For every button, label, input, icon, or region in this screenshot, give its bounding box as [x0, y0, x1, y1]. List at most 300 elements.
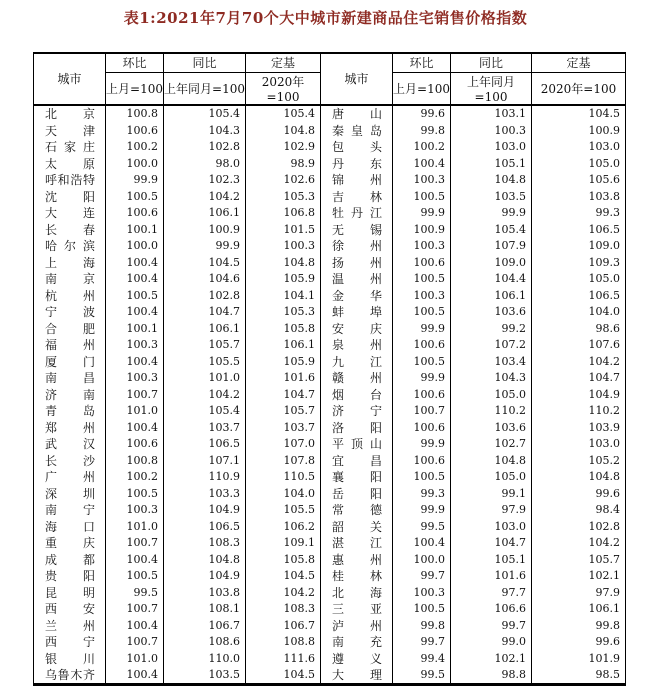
city-cell: [321, 650, 393, 667]
mom-cell: 99.9: [393, 436, 451, 453]
city-name: 温州: [332, 272, 382, 287]
yoy-cell: 99.9: [164, 238, 246, 255]
table-row: [34, 403, 626, 420]
city-name: 赣州: [332, 371, 382, 386]
mom-cell: 99.5: [393, 667, 451, 685]
mom-cell: 100.6: [393, 337, 451, 354]
yoy-cell: 98.0: [164, 155, 246, 172]
city-cell: [321, 667, 393, 685]
city-cell: [321, 370, 393, 387]
city-cell: [34, 304, 106, 321]
city-cell: [34, 287, 106, 304]
mom-column-header-right: 环比: [393, 53, 451, 72]
mom-column-header-left: 环比: [106, 53, 164, 72]
city-name: 牡丹江: [332, 206, 382, 221]
city-name: 徐州: [332, 239, 382, 254]
city-cell: [321, 139, 393, 156]
yoy-cell: 99.9: [451, 205, 532, 222]
mom-cell: 101.0: [106, 650, 164, 667]
city-cell: [34, 221, 106, 238]
fixed-cell: 106.1: [246, 337, 321, 354]
yoy-cell: 99.1: [451, 485, 532, 502]
fixed-cell: 100.3: [246, 238, 321, 255]
table-row: [34, 155, 626, 172]
city-cell: [321, 634, 393, 651]
fixed-cell: 107.6: [532, 337, 626, 354]
fixed-cell: 102.9: [246, 139, 321, 156]
city-name: 韶关: [332, 519, 382, 534]
fixed-cell: 102.8: [532, 518, 626, 535]
fixed-cell: 105.9: [246, 271, 321, 288]
fixed-cell: 105.5: [246, 502, 321, 519]
mom-cell: 100.4: [106, 617, 164, 634]
city-name: 秦皇岛: [332, 123, 382, 138]
city-name: 哈尔滨: [45, 239, 95, 254]
mom-cell: 100.7: [393, 403, 451, 420]
table-row: [34, 304, 626, 321]
fixed-cell: 98.6: [532, 320, 626, 337]
fixed-cell: 109.3: [532, 254, 626, 271]
mom-cell: 100.4: [393, 155, 451, 172]
mom-cell: 100.3: [393, 172, 451, 189]
fixed-cell: 98.4: [532, 502, 626, 519]
city-cell: [34, 617, 106, 634]
yoy-cell: 103.1: [451, 105, 532, 123]
mom-cell: 99.8: [393, 122, 451, 139]
yoy-cell: 97.9: [451, 502, 532, 519]
city-name: 成都: [45, 552, 95, 567]
city-cell: [321, 568, 393, 585]
city-name: 广州: [45, 470, 95, 485]
mom-cell: 100.5: [393, 353, 451, 370]
yoy-cell: 103.4: [451, 353, 532, 370]
city-cell: [321, 271, 393, 288]
mom-cell: 100.3: [393, 584, 451, 601]
mom-cell: 99.7: [393, 568, 451, 585]
yoy-cell: 106.1: [164, 320, 246, 337]
mom-cell: 100.1: [106, 320, 164, 337]
yoy-cell: 104.7: [164, 304, 246, 321]
fixed-cell: 101.6: [246, 370, 321, 387]
yoy-cell: 99.2: [451, 320, 532, 337]
city-name: 海口: [45, 519, 95, 534]
fixed-column-header-left: 定基: [246, 53, 321, 72]
table-row: [34, 601, 626, 618]
table-row: [34, 287, 626, 304]
fixed-cell: 103.8: [532, 188, 626, 205]
city-cell: [34, 518, 106, 535]
fixed-cell: 100.9: [532, 122, 626, 139]
mom-cell: 100.4: [106, 419, 164, 436]
yoy-cell: 105.0: [451, 469, 532, 486]
yoy-cell: 110.2: [451, 403, 532, 420]
yoy-cell: 109.0: [451, 254, 532, 271]
city-name: 北海: [332, 585, 382, 600]
yoy-cell: 107.2: [451, 337, 532, 354]
fixed-cell: 98.9: [246, 155, 321, 172]
yoy-cell: 105.1: [451, 155, 532, 172]
city-name: 常德: [332, 503, 382, 518]
mom-cell: 100.9: [393, 221, 451, 238]
city-cell: [34, 105, 106, 123]
city-name: 丹东: [332, 156, 382, 171]
city-name: 蚌埠: [332, 305, 382, 320]
mom-cell: 101.0: [106, 518, 164, 535]
fixed-cell: 110.2: [532, 403, 626, 420]
table-row: [34, 617, 626, 634]
city-cell: [321, 304, 393, 321]
city-name: 西宁: [45, 635, 95, 650]
city-name: 呼和浩特: [45, 173, 95, 188]
mom-cell: 100.2: [106, 469, 164, 486]
city-name: 吉林: [332, 189, 382, 204]
yoy-cell: 106.5: [164, 436, 246, 453]
city-name: 重庆: [45, 536, 95, 551]
fixed-cell: 106.1: [532, 601, 626, 618]
city-cell: [321, 518, 393, 535]
mom-cell: 100.8: [106, 452, 164, 469]
fixed-cell: 103.7: [246, 419, 321, 436]
city-cell: [34, 172, 106, 189]
mom-cell: 100.8: [106, 105, 164, 123]
city-cell: [321, 403, 393, 420]
city-name: 南宁: [45, 503, 95, 518]
mom-cell: 100.2: [106, 139, 164, 156]
table-row: [34, 419, 626, 436]
city-cell: [34, 337, 106, 354]
city-cell: [321, 535, 393, 552]
city-cell: [321, 188, 393, 205]
mom-cell: 100.6: [393, 419, 451, 436]
fixed-cell: 104.0: [532, 304, 626, 321]
city-cell: [34, 139, 106, 156]
mom-cell: 99.9: [393, 370, 451, 387]
fixed-base-header-right: 2020年=100: [532, 72, 626, 105]
yoy-cell: 106.1: [164, 205, 246, 222]
table-row: [34, 634, 626, 651]
yoy-cell: 103.0: [451, 139, 532, 156]
mom-cell: 99.9: [393, 205, 451, 222]
city-cell: [34, 502, 106, 519]
mom-cell: 100.3: [106, 370, 164, 387]
city-cell: [34, 254, 106, 271]
fixed-cell: 107.8: [246, 452, 321, 469]
table-row: [34, 254, 626, 271]
yoy-column-header-left: 同比: [164, 53, 246, 72]
mom-cell: 100.4: [106, 304, 164, 321]
yoy-cell: 108.3: [164, 535, 246, 552]
mom-cell: 100.4: [393, 535, 451, 552]
fixed-cell: 104.0: [246, 485, 321, 502]
yoy-cell: 107.9: [451, 238, 532, 255]
city-name: 昆明: [45, 585, 95, 600]
mom-cell: 100.5: [393, 601, 451, 618]
city-cell: [34, 419, 106, 436]
fixed-column-header-right: 定基: [532, 53, 626, 72]
city-name: 深圳: [45, 486, 95, 501]
city-name: 襄阳: [332, 470, 382, 485]
city-name: 杭州: [45, 288, 95, 303]
mom-cell: 100.2: [393, 139, 451, 156]
mom-cell: 99.5: [106, 584, 164, 601]
yoy-cell: 103.8: [164, 584, 246, 601]
fixed-cell: 105.4: [246, 105, 321, 123]
fixed-cell: 106.7: [246, 617, 321, 634]
fixed-cell: 109.0: [532, 238, 626, 255]
yoy-cell: 102.7: [451, 436, 532, 453]
city-name: 太原: [45, 156, 95, 171]
table-row: [34, 386, 626, 403]
yoy-cell: 106.7: [164, 617, 246, 634]
yoy-cell: 104.2: [164, 188, 246, 205]
city-cell: [34, 188, 106, 205]
city-cell: [34, 634, 106, 651]
table-row: [34, 271, 626, 288]
city-cell: [321, 436, 393, 453]
city-cell: [34, 403, 106, 420]
table-row: [34, 139, 626, 156]
yoy-cell: 104.9: [164, 568, 246, 585]
yoy-cell: 99.7: [451, 617, 532, 634]
mom-cell: 100.3: [106, 502, 164, 519]
city-name: 岳阳: [332, 486, 382, 501]
city-cell: [321, 601, 393, 618]
yoy-cell: 105.1: [451, 551, 532, 568]
fixed-cell: 104.1: [246, 287, 321, 304]
city-name: 无锡: [332, 222, 382, 237]
yoy-cell: 108.1: [164, 601, 246, 618]
city-name: 厦门: [45, 354, 95, 369]
mom-cell: 99.3: [393, 485, 451, 502]
yoy-cell: 104.9: [164, 502, 246, 519]
city-cell: [321, 337, 393, 354]
mom-cell: 100.3: [106, 337, 164, 354]
yoy-cell: 106.6: [451, 601, 532, 618]
mom-cell: 99.6: [393, 105, 451, 123]
yoy-cell: 101.6: [451, 568, 532, 585]
mom-cell: 100.7: [106, 634, 164, 651]
city-cell: [321, 320, 393, 337]
fixed-cell: 105.8: [246, 551, 321, 568]
city-cell: [34, 238, 106, 255]
city-name: 沈阳: [45, 189, 95, 204]
yoy-cell: 104.5: [164, 254, 246, 271]
yoy-cell: 97.7: [451, 584, 532, 601]
yoy-cell: 108.6: [164, 634, 246, 651]
fixed-cell: 99.6: [532, 634, 626, 651]
fixed-cell: 99.3: [532, 205, 626, 222]
city-cell: [321, 205, 393, 222]
yoy-cell: 104.4: [451, 271, 532, 288]
city-name: 长沙: [45, 453, 95, 468]
mom-cell: 100.3: [393, 238, 451, 255]
city-name: 桂林: [332, 569, 382, 584]
city-cell: [34, 452, 106, 469]
city-name: 金华: [332, 288, 382, 303]
city-cell: [34, 320, 106, 337]
table-row: [34, 502, 626, 519]
mom-cell: 100.6: [106, 122, 164, 139]
city-name: 合肥: [45, 321, 95, 336]
fixed-cell: 105.0: [532, 271, 626, 288]
city-cell: [34, 667, 106, 685]
city-column-header-right: 城市: [321, 53, 393, 105]
yoy-cell: 105.7: [164, 337, 246, 354]
mom-cell: 99.8: [393, 617, 451, 634]
yoy-cell: 105.4: [164, 403, 246, 420]
city-name: 银川: [45, 651, 95, 666]
mom-cell: 100.7: [106, 535, 164, 552]
table-row: [34, 568, 626, 585]
fixed-cell: 105.0: [532, 155, 626, 172]
city-name: 郑州: [45, 420, 95, 435]
city-name: 唐山: [332, 107, 382, 122]
city-cell: [34, 370, 106, 387]
price-index-table: [33, 52, 626, 686]
mom-cell: 100.5: [393, 188, 451, 205]
fixed-cell: 101.5: [246, 221, 321, 238]
city-name: 宁波: [45, 305, 95, 320]
mom-cell: 99.7: [393, 634, 451, 651]
fixed-cell: 107.0: [246, 436, 321, 453]
yoy-cell: 100.9: [164, 221, 246, 238]
mom-cell: 100.0: [393, 551, 451, 568]
yoy-cell: 105.0: [451, 386, 532, 403]
city-cell: [321, 172, 393, 189]
table-row: [34, 667, 626, 685]
yoy-cell: 104.8: [451, 172, 532, 189]
fixed-cell: 104.2: [532, 353, 626, 370]
fixed-cell: 104.7: [532, 370, 626, 387]
yoy-cell: 110.0: [164, 650, 246, 667]
mom-cell: 100.6: [393, 254, 451, 271]
mom-cell: 99.9: [393, 320, 451, 337]
mom-cell: 100.7: [106, 386, 164, 403]
fixed-cell: 105.6: [532, 172, 626, 189]
city-cell: [321, 238, 393, 255]
yoy-base-header-left: 上年同月=100: [164, 72, 246, 105]
mom-cell: 100.0: [106, 238, 164, 255]
table-title: 表1:2021年7月70个大中城市新建商品住宅销售价格指数: [123, 9, 528, 27]
yoy-cell: 101.0: [164, 370, 246, 387]
city-name: 安庆: [332, 321, 382, 336]
yoy-cell: 102.8: [164, 287, 246, 304]
city-cell: [321, 221, 393, 238]
mom-cell: 100.4: [106, 551, 164, 568]
city-name: 平顶山: [332, 437, 382, 452]
fixed-cell: 105.3: [246, 304, 321, 321]
mom-cell: 99.5: [393, 518, 451, 535]
mom-cell: 99.9: [106, 172, 164, 189]
city-cell: [34, 386, 106, 403]
city-cell: [321, 287, 393, 304]
city-name: 湛江: [332, 536, 382, 551]
city-cell: [321, 155, 393, 172]
city-cell: [321, 386, 393, 403]
yoy-cell: 103.0: [451, 518, 532, 535]
fixed-cell: 104.2: [532, 535, 626, 552]
mom-cell: 100.5: [106, 485, 164, 502]
yoy-cell: 104.2: [164, 386, 246, 403]
city-name: 贵阳: [45, 569, 95, 584]
fixed-cell: 103.9: [532, 419, 626, 436]
mom-cell: 101.0: [106, 403, 164, 420]
city-name: 乌鲁木齐: [45, 668, 95, 683]
fixed-cell: 106.5: [532, 287, 626, 304]
yoy-cell: 100.3: [451, 122, 532, 139]
fixed-cell: 104.5: [532, 105, 626, 123]
header-row-metrics: [34, 53, 626, 72]
table-row: [34, 436, 626, 453]
mom-cell: 100.7: [106, 601, 164, 618]
yoy-cell: 103.7: [164, 419, 246, 436]
fixed-cell: 105.8: [246, 320, 321, 337]
yoy-cell: 107.1: [164, 452, 246, 469]
fixed-cell: 104.2: [246, 584, 321, 601]
fixed-cell: 105.7: [246, 403, 321, 420]
mom-cell: 100.5: [106, 188, 164, 205]
fixed-cell: 106.2: [246, 518, 321, 535]
yoy-cell: 103.5: [451, 188, 532, 205]
yoy-cell: 104.8: [451, 452, 532, 469]
city-cell: [321, 452, 393, 469]
mom-cell: 100.4: [106, 254, 164, 271]
table-row: [34, 650, 626, 667]
city-name: 北京: [45, 107, 95, 122]
fixed-cell: 105.2: [532, 452, 626, 469]
table-row: [34, 535, 626, 552]
mom-cell: 100.5: [393, 271, 451, 288]
city-name: 泉州: [332, 338, 382, 353]
city-name: 包头: [332, 140, 382, 155]
table-row: [34, 469, 626, 486]
yoy-cell: 99.0: [451, 634, 532, 651]
fixed-cell: 103.0: [532, 139, 626, 156]
table-row: [34, 188, 626, 205]
city-name: 南昌: [45, 371, 95, 386]
table-row: [34, 221, 626, 238]
yoy-cell: 98.8: [451, 667, 532, 685]
city-cell: [34, 436, 106, 453]
mom-base-header-right: 上月=100: [393, 72, 451, 105]
city-cell: [34, 353, 106, 370]
mom-cell: 100.0: [106, 155, 164, 172]
table-row: [34, 551, 626, 568]
fixed-cell: 108.8: [246, 634, 321, 651]
yoy-base-header-right: 上年同月=100: [451, 72, 532, 105]
city-name: 扬州: [332, 255, 382, 270]
city-name: 锦州: [332, 173, 382, 188]
mom-cell: 100.5: [393, 304, 451, 321]
yoy-cell: 103.6: [451, 304, 532, 321]
fixed-cell: 101.9: [532, 650, 626, 667]
fixed-cell: 104.5: [246, 667, 321, 685]
city-name: 上海: [45, 255, 95, 270]
table-header: [34, 53, 626, 105]
yoy-cell: 102.1: [451, 650, 532, 667]
fixed-cell: 106.5: [532, 221, 626, 238]
yoy-cell: 104.7: [451, 535, 532, 552]
table-row: [34, 320, 626, 337]
city-name: 兰州: [45, 618, 95, 633]
mom-cell: 100.6: [106, 436, 164, 453]
city-name: 南京: [45, 272, 95, 287]
fixed-cell: 106.8: [246, 205, 321, 222]
city-cell: [34, 469, 106, 486]
yoy-cell: 103.3: [164, 485, 246, 502]
city-cell: [321, 419, 393, 436]
mom-cell: 100.1: [106, 221, 164, 238]
